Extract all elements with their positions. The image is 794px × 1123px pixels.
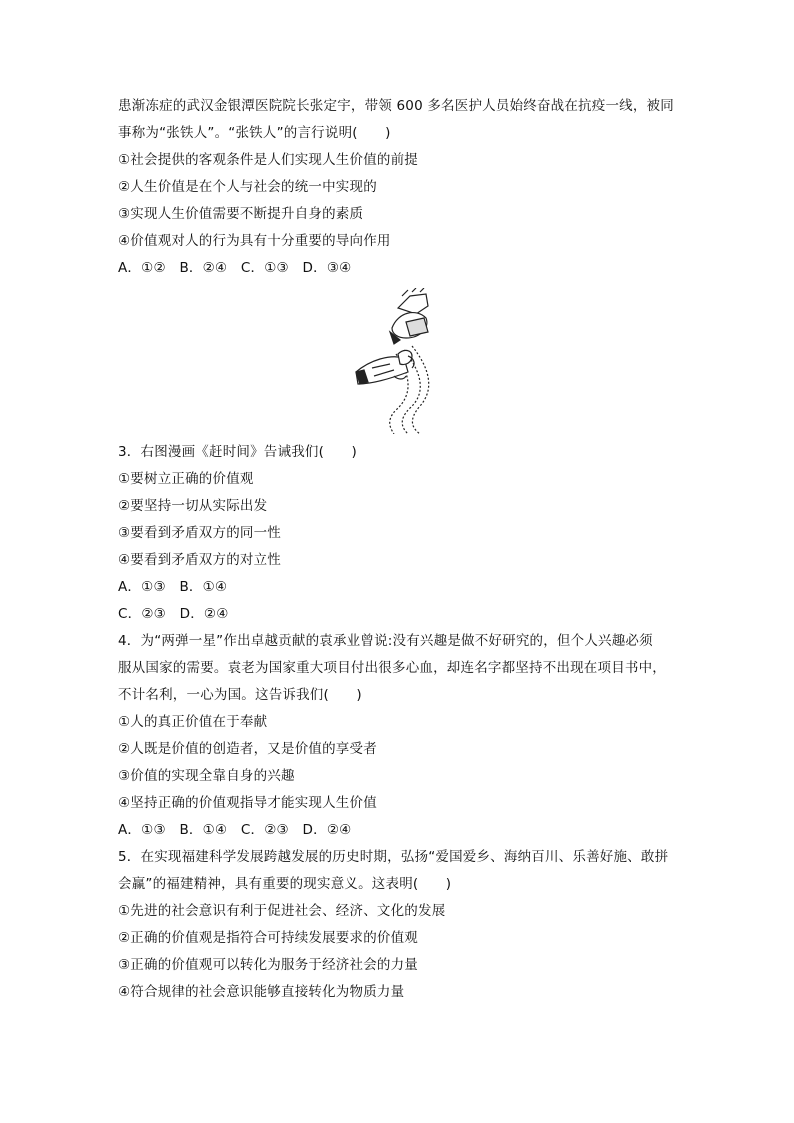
q3-choices-line2: C．②③ D．②④ bbox=[118, 606, 229, 622]
q2-stem-line2: 事称为“张铁人”。“张铁人”的言行说明( ) bbox=[118, 125, 391, 141]
q2-option-1: ①社会提供的客观条件是人们实现人生价值的前提 bbox=[118, 152, 419, 168]
q4-stem-line2: 服从国家的需要。袁老为国家重大项目付出很多心血，却连名字都坚持不出现在项目书中， bbox=[118, 660, 666, 676]
q4-stem-line3: 不计名利，一心为国。这告诉我们( ) bbox=[118, 687, 362, 703]
q5-option-4: ④符合规律的社会意识能够直接转化为物质力量 bbox=[118, 984, 405, 1000]
q5-option-2: ②正确的价值观是指符合可持续发展要求的价值观 bbox=[118, 930, 419, 946]
q2-option-2: ②人生价值是在个人与社会的统一中实现的 bbox=[118, 179, 377, 195]
q4-choices: A．①③ B．①④ C．②③ D．②④ bbox=[118, 822, 352, 838]
q2-option-4: ④价值观对人的行为具有十分重要的导向作用 bbox=[118, 233, 391, 249]
q5-stem-line2: 会赢”的福建精神，具有重要的现实意义。这表明( ) bbox=[118, 876, 452, 892]
q5-option-1: ①先进的社会意识有利于促进社会、经济、文化的发展 bbox=[118, 903, 446, 919]
q2-option-3: ③实现人生价值需要不断提升自身的素质 bbox=[118, 206, 364, 222]
q3-option-3: ③要看到矛盾双方的同一性 bbox=[118, 525, 282, 541]
q3-option-1: ①要树立正确的价值观 bbox=[118, 471, 254, 487]
q4-stem-line1: 4．为“两弹一星”作出卓越贡献的袁承业曾说:没有兴趣是做不好研究的，但个人兴趣必须 bbox=[118, 633, 653, 649]
q2-stem-line1: 患渐冻症的武汉金银潭医院院长张定宇，带领 600 多名医护人员始终奋战在抗疫一线，被同 bbox=[118, 98, 674, 114]
q4-option-3: ③价值的实现全靠自身的兴趣 bbox=[118, 768, 295, 784]
q5-stem-line1: 5．在实现福建科学发展跨越发展的历史时期，弘扬“爱国爱乡、海纳百川、乐善好施、敢拼 bbox=[118, 849, 669, 865]
q4-option-4: ④坚持正确的价值观指导才能实现人生价值 bbox=[118, 795, 377, 811]
q3-stem: 3．右图漫画《赶时间》告诫我们( ) bbox=[118, 444, 357, 460]
q2-choices: A．①② B．②④ C．①③ D．③④ bbox=[118, 260, 352, 276]
q3-option-2: ②要坚持一切从实际出发 bbox=[118, 498, 268, 514]
q5-option-3: ③正确的价值观可以转化为服务于经济社会的力量 bbox=[118, 957, 419, 973]
q3-choices-line1: A．①③ B．①④ bbox=[118, 579, 228, 595]
q4-option-1: ①人的真正价值在于奉献 bbox=[118, 714, 268, 730]
cartoon-illustration bbox=[350, 288, 445, 434]
q4-option-2: ②人既是价值的创造者，又是价值的享受者 bbox=[118, 741, 377, 757]
q3-option-4: ④要看到矛盾双方的对立性 bbox=[118, 552, 282, 568]
